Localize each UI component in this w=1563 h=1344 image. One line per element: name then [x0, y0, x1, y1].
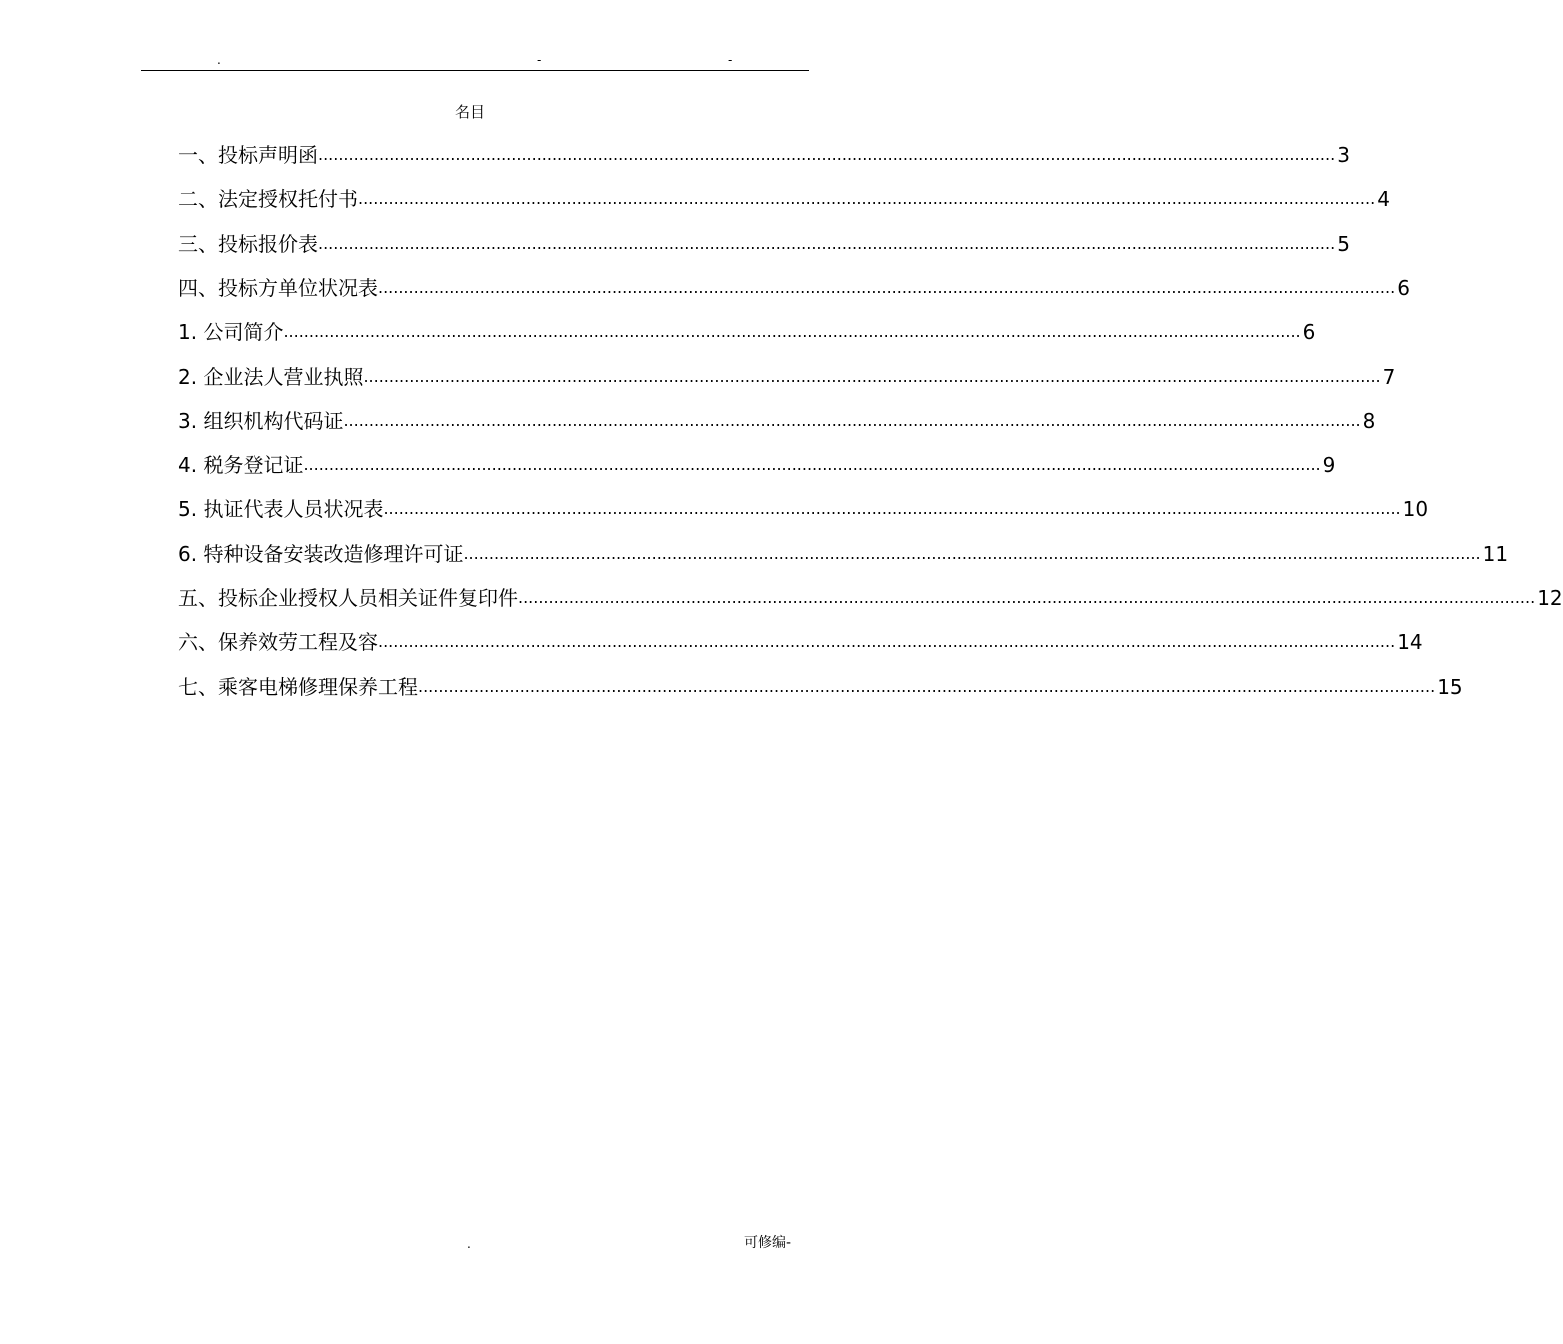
toc-leader-dots: ........................................................................................................................................................................................................: [378, 278, 1396, 297]
toc-entry[interactable]: [178, 318, 1316, 346]
toc-entry-page: 5: [1337, 232, 1350, 256]
toc-leader-dots: ........................................................................................................................................................................................................: [303, 455, 1321, 474]
toc-entry-page: 10: [1402, 497, 1429, 521]
toc-entry[interactable]: [178, 584, 1563, 612]
footer-dot: .: [467, 1237, 471, 1251]
toc-title: 名目: [454, 103, 485, 121]
toc-leader-dots: ........................................................................................................................................................................................................: [283, 322, 1301, 341]
header-rule: [141, 70, 809, 71]
toc-entry[interactable]: [178, 628, 1423, 656]
header-mark: -: [537, 53, 542, 67]
header-mark: -: [728, 53, 733, 67]
page-header: [0, 52, 950, 68]
toc-entry-page: 6: [1397, 276, 1410, 300]
toc-entry-page: 11: [1482, 542, 1509, 566]
toc-entry-page: 8: [1362, 409, 1376, 433]
toc-leader-dots: ........................................................................................................................................................................................................: [318, 234, 1336, 253]
toc-entry-label: 2. 企业法人营业执照: [178, 365, 364, 389]
toc-entry-page: 7: [1382, 365, 1396, 389]
toc-entry[interactable]: [178, 141, 1350, 169]
toc-leader-dots: ........................................................................................................................................................................................................: [318, 145, 1336, 164]
toc-entry-label: 三、投标报价表: [178, 232, 318, 256]
toc-entry-page: 6: [1302, 320, 1316, 344]
toc-entry-label: 二、法定授权托付书: [178, 187, 358, 211]
toc-entry[interactable]: [178, 274, 1410, 302]
toc-entry-label: 3. 组织机构代码证: [178, 409, 344, 433]
toc-entry-page: 12: [1537, 586, 1563, 610]
toc-entry[interactable]: [178, 363, 1396, 391]
toc-entry-label: 4. 税务登记证: [178, 453, 304, 477]
toc-entry-label: 五、投标企业授权人员相关证件复印件: [178, 586, 518, 610]
toc-entry-label: 1. 公司简介: [178, 320, 284, 344]
toc-entry-label: 5. 执证代表人员状况表: [178, 497, 384, 521]
toc-leader-dots: ........................................................................................................................................................................................................: [383, 499, 1401, 518]
toc-entry-page: 9: [1322, 453, 1336, 477]
toc-leader-dots: ........................................................................................................................................................................................................: [343, 411, 1361, 430]
toc-entry-label: 一、投标声明函: [178, 143, 318, 167]
toc-entry[interactable]: [178, 673, 1463, 701]
toc-entry-page: 15: [1437, 675, 1463, 699]
toc-entry-label: 6. 特种设备安装改造修理许可证: [178, 542, 464, 566]
toc-leader-dots: ........................................................................................................................................................................................................: [378, 632, 1396, 651]
toc-entry-label: 七、乘客电梯修理保养工程: [178, 675, 418, 699]
toc-leader-dots: ........................................................................................................................................................................................................: [418, 677, 1436, 696]
toc-entry-label: 六、保养效劳工程及容: [178, 630, 378, 654]
toc-leader-dots: ........................................................................................................................................................................................................: [358, 189, 1376, 208]
toc-leader-dots: ........................................................................................................................................................................................................: [463, 544, 1481, 563]
toc-entry[interactable]: [178, 407, 1376, 435]
toc-entry[interactable]: [178, 451, 1336, 479]
toc-entry[interactable]: [178, 495, 1429, 523]
toc-entry[interactable]: [178, 185, 1390, 213]
toc-entry-page: 4: [1377, 187, 1390, 211]
toc-entry[interactable]: [178, 540, 1509, 568]
toc-entry[interactable]: [178, 230, 1350, 258]
toc-entry-page: 14: [1397, 630, 1423, 654]
toc-entry-label: 四、投标方单位状况表: [178, 276, 378, 300]
toc-leader-dots: ........................................................................................................................................................................................................: [363, 367, 1381, 386]
header-mark: .: [217, 53, 221, 67]
toc-entry-page: 3: [1337, 143, 1350, 167]
toc-leader-dots: ........................................................................................................................................................................................................: [518, 588, 1536, 607]
footer-note: 可修编-: [744, 1235, 792, 1251]
